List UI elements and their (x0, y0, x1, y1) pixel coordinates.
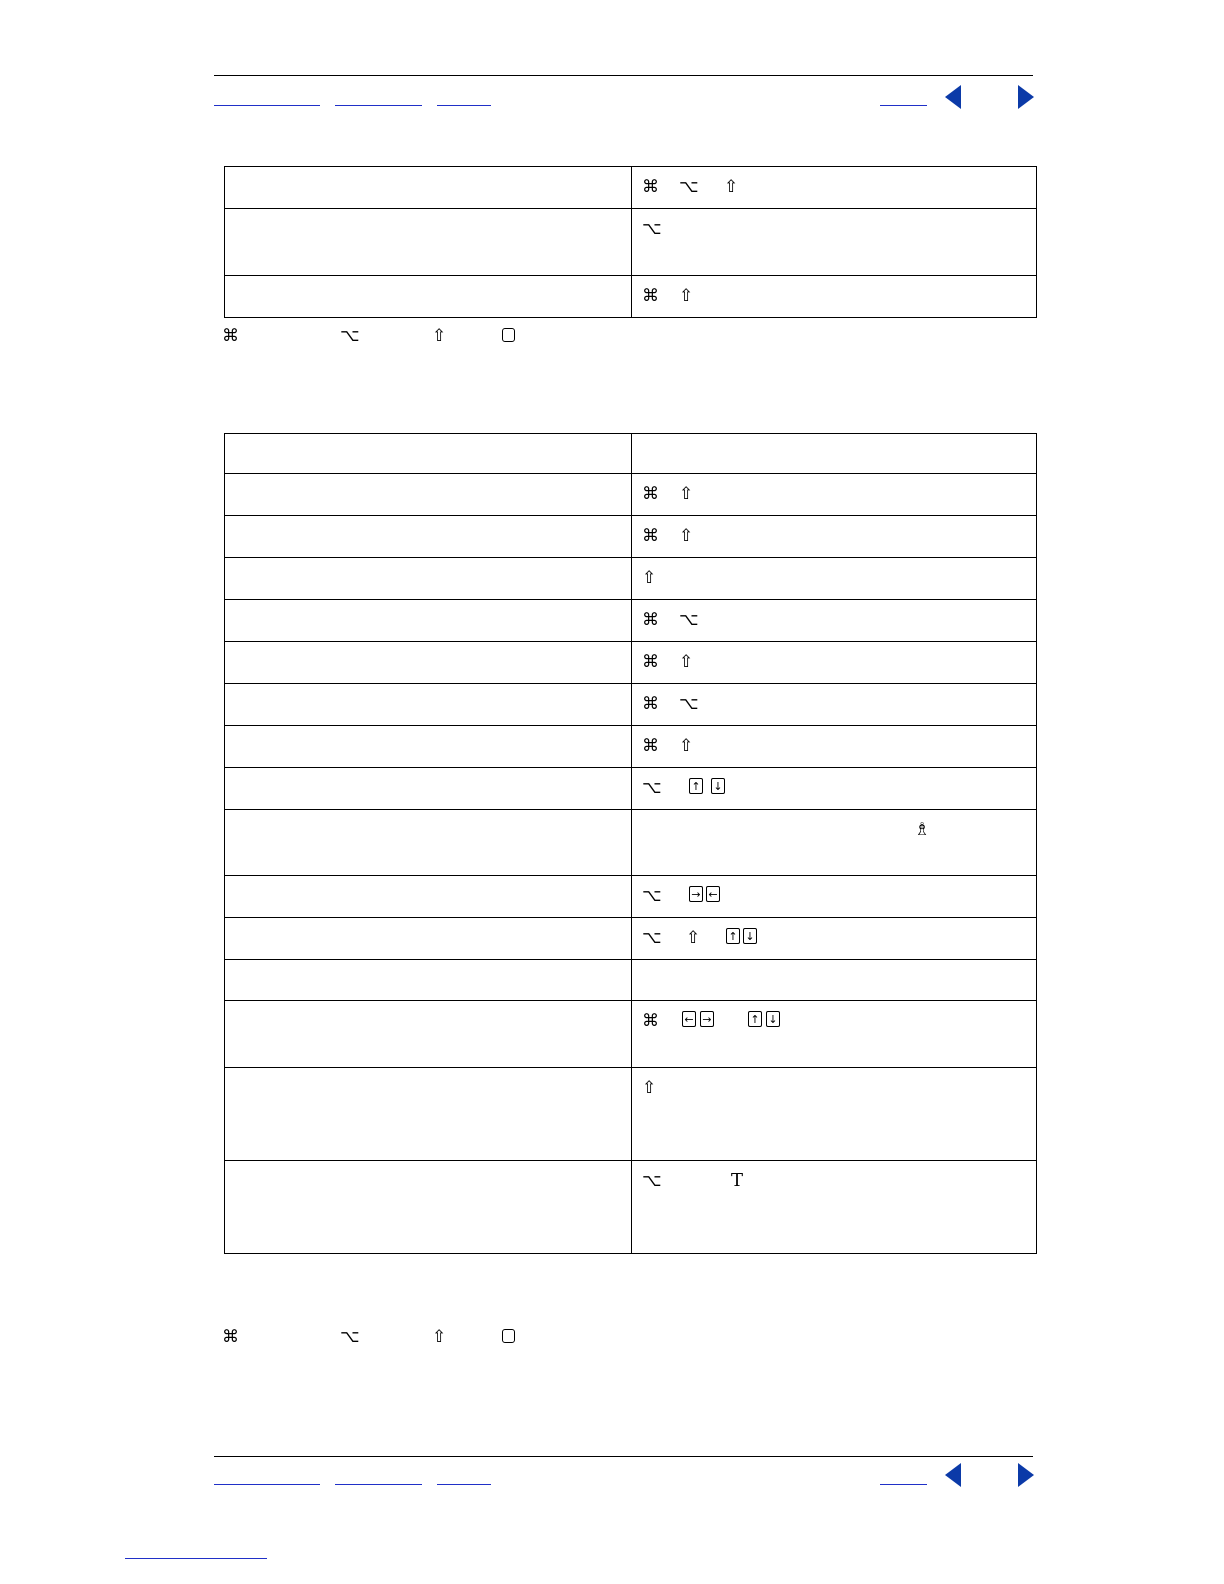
header-cell (632, 434, 1037, 474)
shortcut-cell (632, 768, 1037, 810)
action-cell (225, 276, 632, 318)
shortcut-cell (632, 810, 1037, 876)
shortcut-cell (632, 960, 1037, 1001)
shortcut-cell (632, 918, 1037, 960)
option-key-icon: ⌥ (642, 1171, 662, 1191)
previous-page-arrow-icon[interactable] (945, 85, 961, 109)
header-rule (214, 75, 1033, 76)
table-row (225, 600, 1037, 642)
option-key-icon: ⌥ (642, 219, 662, 239)
shortcut-cell (632, 684, 1037, 726)
command-key-icon: ⌘ (642, 286, 659, 306)
nav-link-index[interactable] (335, 1484, 422, 1485)
shortcut-cell (632, 516, 1037, 558)
down-arrow-key-icon: ↓ (743, 928, 757, 944)
shift-key-icon: ⇧ (724, 177, 739, 197)
down-arrow-key-icon: ↓ (711, 778, 725, 794)
command-key-icon: ⌘ (222, 326, 239, 346)
page-trail-link[interactable] (125, 1558, 267, 1559)
action-cell (225, 810, 632, 876)
action-cell (225, 642, 632, 684)
table-row (225, 558, 1037, 600)
shift-key-icon: ⇧ (679, 286, 694, 306)
option-key-icon: ⌥ (642, 928, 662, 948)
shift-key-icon: ⇧ (686, 928, 701, 948)
table-row (225, 1068, 1037, 1161)
option-key-icon: ⌥ (679, 610, 699, 630)
down-arrow-key-icon: ↓ (766, 1011, 780, 1027)
key-legend (222, 1327, 542, 1349)
command-key-icon: ⌘ (222, 1327, 239, 1347)
footer-rule (214, 1456, 1033, 1457)
shortcut-cell (632, 726, 1037, 768)
command-key-icon: ⌘ (642, 177, 659, 197)
action-cell (225, 684, 632, 726)
table-row (225, 684, 1037, 726)
option-key-icon: ⌥ (340, 1327, 360, 1347)
shift-key-icon: ⇧ (432, 326, 447, 346)
option-key-icon: ⌥ (642, 886, 662, 906)
action-cell (225, 918, 632, 960)
option-key-icon: ⌥ (642, 778, 662, 798)
shortcut-cell (632, 876, 1037, 918)
action-cell (225, 558, 632, 600)
table-header-row (225, 434, 1037, 474)
key-legend (222, 326, 542, 348)
table-row (225, 768, 1037, 810)
option-key-icon: ⌥ (679, 694, 699, 714)
shortcut-table-2 (224, 433, 1037, 1254)
nav-link-help[interactable] (437, 1484, 491, 1485)
action-cell (225, 1161, 632, 1254)
command-key-icon: ⌘ (642, 484, 659, 504)
action-cell (225, 167, 632, 209)
shortcut-table-1 (224, 166, 1037, 318)
command-key-icon: ⌘ (642, 736, 659, 756)
shift-key-icon: ⇧ (642, 568, 657, 588)
table-row (225, 960, 1037, 1001)
action-cell (225, 960, 632, 1001)
table-row (225, 1161, 1037, 1254)
shift-key-icon: ⇧ (679, 484, 694, 504)
table-row (225, 726, 1037, 768)
header-cell (225, 434, 632, 474)
nav-link-back[interactable] (880, 105, 927, 106)
kerning-icon: ♗ (914, 819, 931, 840)
next-page-arrow-icon[interactable] (1018, 1463, 1034, 1487)
shortcut-cell (632, 1161, 1037, 1254)
shift-key-icon: ⇧ (642, 1078, 657, 1098)
action-cell (225, 876, 632, 918)
command-key-icon: ⌘ (642, 1011, 659, 1031)
command-key-icon: ⌘ (642, 694, 659, 714)
table-row (225, 1001, 1037, 1068)
table-row (225, 642, 1037, 684)
action-cell (225, 600, 632, 642)
shift-key-icon: ⇧ (679, 526, 694, 546)
nav-link-index[interactable] (335, 105, 422, 106)
right-arrow-key-icon: → (700, 1011, 714, 1027)
command-key-icon: ⌘ (642, 610, 659, 630)
shortcut-cell (632, 642, 1037, 684)
next-page-arrow-icon[interactable] (1018, 85, 1034, 109)
shortcut-cell (632, 1068, 1037, 1161)
shortcut-cell (632, 276, 1037, 318)
table-row (225, 276, 1037, 318)
nav-link-contents[interactable] (214, 1484, 320, 1485)
shift-key-icon: ⇧ (432, 1327, 447, 1347)
nav-link-help[interactable] (437, 105, 491, 106)
previous-page-arrow-icon[interactable] (945, 1463, 961, 1487)
table-row (225, 516, 1037, 558)
shortcut-cell (632, 1001, 1037, 1068)
table-row (225, 209, 1037, 276)
option-key-icon: ⌥ (340, 326, 360, 346)
shortcut-cell (632, 558, 1037, 600)
command-key-icon: ⌘ (642, 526, 659, 546)
table-row (225, 474, 1037, 516)
shift-key-icon: ⇧ (679, 736, 694, 756)
type-tool-icon: T (731, 1170, 744, 1191)
nav-link-contents[interactable] (214, 105, 320, 106)
table-row (225, 876, 1037, 918)
action-cell (225, 516, 632, 558)
up-arrow-key-icon: ↑ (726, 928, 740, 944)
up-arrow-key-icon: ↑ (748, 1011, 762, 1027)
action-cell (225, 209, 632, 276)
left-arrow-key-icon: ← (706, 886, 720, 902)
up-arrow-key-icon: ↑ (689, 778, 703, 794)
option-key-icon: ⌥ (679, 177, 699, 197)
shortcut-cell (632, 600, 1037, 642)
table-row (225, 167, 1037, 209)
action-cell (225, 726, 632, 768)
shortcut-cell (632, 474, 1037, 516)
table-row (225, 810, 1037, 876)
shortcut-cell (632, 167, 1037, 209)
nav-link-back[interactable] (880, 1484, 927, 1485)
action-cell (225, 1001, 632, 1068)
shortcut-cell (632, 209, 1037, 276)
action-cell (225, 768, 632, 810)
shift-key-icon: ⇧ (679, 652, 694, 672)
table-row (225, 918, 1037, 960)
command-key-icon: ⌘ (642, 652, 659, 672)
action-cell (225, 474, 632, 516)
left-arrow-key-icon: ← (682, 1011, 696, 1027)
action-cell (225, 1068, 632, 1161)
right-arrow-key-icon: → (689, 886, 703, 902)
